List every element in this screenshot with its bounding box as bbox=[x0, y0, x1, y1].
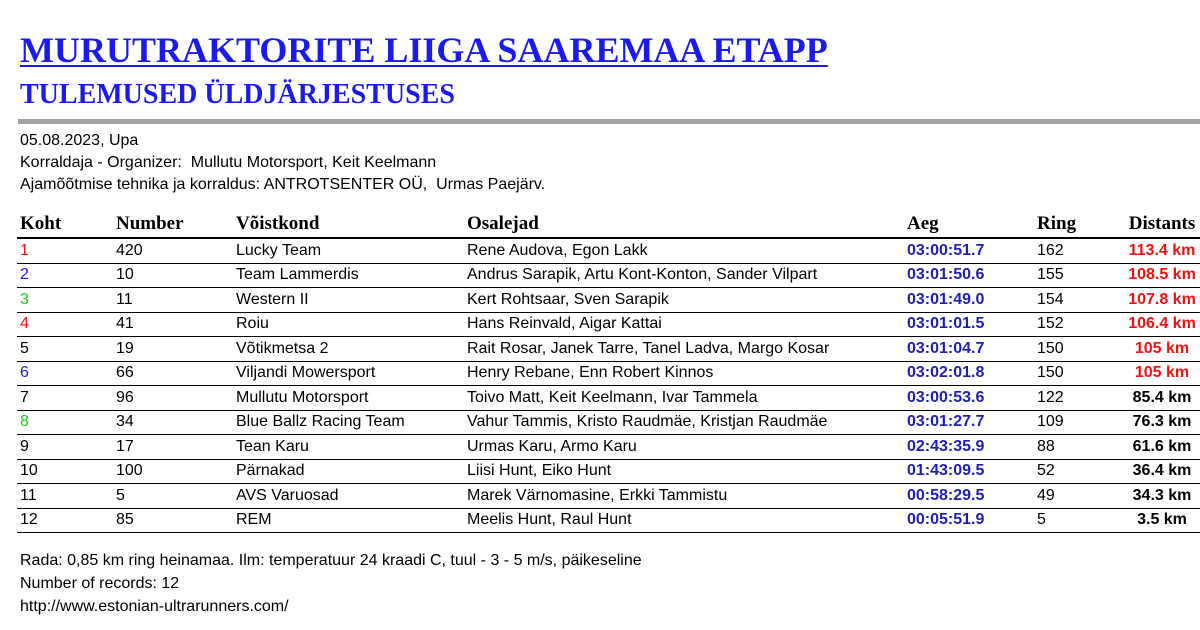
row-distance: 107.8 km bbox=[1121, 288, 1200, 313]
footer bbox=[20, 549, 642, 618]
row-distance: 113.4 km bbox=[1121, 238, 1200, 263]
table-row bbox=[17, 435, 1200, 460]
table-row bbox=[17, 459, 1200, 484]
row-members: Liisi Hunt, Eiko Hunt bbox=[464, 459, 904, 484]
row-number: 41 bbox=[113, 312, 233, 337]
row-laps: 52 bbox=[1034, 459, 1121, 484]
row-members: Rene Audova, Egon Lakk bbox=[464, 238, 904, 263]
row-number: 17 bbox=[113, 435, 233, 460]
row-laps: 155 bbox=[1034, 263, 1121, 288]
row-distance: 105 km bbox=[1121, 337, 1200, 362]
event-organizer: Korraldaja - Organizer: Mullutu Motorsport, Keit Keelmann bbox=[20, 154, 437, 171]
row-time: 03:01:27.7 bbox=[904, 410, 1034, 435]
row-time: 03:00:53.6 bbox=[904, 386, 1034, 411]
row-laps: 150 bbox=[1034, 361, 1121, 386]
row-number: 420 bbox=[113, 238, 233, 263]
row-number: 66 bbox=[113, 361, 233, 386]
row-distance: 106.4 km bbox=[1121, 312, 1200, 337]
row-team: Western II bbox=[233, 288, 464, 313]
row-number: 34 bbox=[113, 410, 233, 435]
row-distance: 3.5 km bbox=[1121, 508, 1200, 533]
header-divider bbox=[18, 119, 1200, 124]
row-team: Pärnakad bbox=[233, 459, 464, 484]
track-info: Rada: 0,85 km ring heinamaa. Ilm: temperatuur 24 kraadi C, tuul - 3 - 5 m/s, päikeseline bbox=[20, 552, 642, 569]
row-place: 2 bbox=[17, 263, 113, 288]
row-number: 5 bbox=[113, 484, 233, 509]
row-distance: 61.6 km bbox=[1121, 435, 1200, 460]
column-header-place: Koht bbox=[17, 211, 113, 238]
row-distance: 108.5 km bbox=[1121, 263, 1200, 288]
row-laps: 150 bbox=[1034, 337, 1121, 362]
row-laps: 122 bbox=[1034, 386, 1121, 411]
row-place: 3 bbox=[17, 288, 113, 313]
table-row bbox=[17, 263, 1200, 288]
row-team: Roiu bbox=[233, 312, 464, 337]
row-time: 03:00:51.7 bbox=[904, 238, 1034, 263]
row-place: 12 bbox=[17, 508, 113, 533]
row-team: Mullutu Motorsport bbox=[233, 386, 464, 411]
page-subtitle: TULEMUSED ÜLDJÄRJESTUSES bbox=[20, 79, 455, 110]
table-row bbox=[17, 238, 1200, 263]
row-laps: 109 bbox=[1034, 410, 1121, 435]
row-team: REM bbox=[233, 508, 464, 533]
row-time: 02:43:35.9 bbox=[904, 435, 1034, 460]
page-title[interactable]: MURUTRAKTORITE LIIGA SAAREMAA ETAPP bbox=[20, 30, 828, 70]
row-time: 03:01:04.7 bbox=[904, 337, 1034, 362]
row-members: Rait Rosar, Janek Tarre, Tanel Ladva, Margo Kosar bbox=[464, 337, 904, 362]
row-time: 03:01:01.5 bbox=[904, 312, 1034, 337]
row-laps: 5 bbox=[1034, 508, 1121, 533]
row-number: 10 bbox=[113, 263, 233, 288]
table-row bbox=[17, 361, 1200, 386]
row-laps: 154 bbox=[1034, 288, 1121, 313]
row-distance: 36.4 km bbox=[1121, 459, 1200, 484]
table-row bbox=[17, 337, 1200, 362]
column-header-number: Number bbox=[113, 211, 233, 238]
column-header-time: Aeg bbox=[904, 211, 1034, 238]
row-laps: 162 bbox=[1034, 238, 1121, 263]
row-members: Urmas Karu, Armo Karu bbox=[464, 435, 904, 460]
row-number: 19 bbox=[113, 337, 233, 362]
row-place: 10 bbox=[17, 459, 113, 484]
row-team: AVS Varuosad bbox=[233, 484, 464, 509]
source-url: http://www.estonian-ultrarunners.com/ bbox=[20, 598, 289, 615]
column-header-laps: Ring bbox=[1034, 211, 1121, 238]
row-place: 5 bbox=[17, 337, 113, 362]
table-row bbox=[17, 484, 1200, 509]
row-place: 4 bbox=[17, 312, 113, 337]
row-team: Team Lammerdis bbox=[233, 263, 464, 288]
row-distance: 34.3 km bbox=[1121, 484, 1200, 509]
row-members: Vahur Tammis, Kristo Raudmäe, Kristjan Raudmäe bbox=[464, 410, 904, 435]
row-team: Võtikmetsa 2 bbox=[233, 337, 464, 362]
table-row bbox=[17, 288, 1200, 313]
column-header-members: Osalejad bbox=[464, 211, 904, 238]
column-header-distance: Distants bbox=[1121, 211, 1200, 238]
row-members: Kert Rohtsaar, Sven Sarapik bbox=[464, 288, 904, 313]
row-time: 03:01:49.0 bbox=[904, 288, 1034, 313]
table-row bbox=[17, 312, 1200, 337]
table-row bbox=[17, 508, 1200, 533]
row-number: 96 bbox=[113, 386, 233, 411]
row-place: 1 bbox=[17, 238, 113, 263]
row-number: 11 bbox=[113, 288, 233, 313]
row-time: 03:02:01.8 bbox=[904, 361, 1034, 386]
row-distance: 105 km bbox=[1121, 361, 1200, 386]
row-members: Andrus Sarapik, Artu Kont-Konton, Sander Vilpart bbox=[464, 263, 904, 288]
row-place: 7 bbox=[17, 386, 113, 411]
event-info bbox=[20, 130, 545, 196]
row-laps: 49 bbox=[1034, 484, 1121, 509]
table-row bbox=[17, 410, 1200, 435]
row-team: Blue Ballz Racing Team bbox=[233, 410, 464, 435]
record-count: Number of records: 12 bbox=[20, 575, 180, 592]
row-place: 6 bbox=[17, 361, 113, 386]
row-team: Lucky Team bbox=[233, 238, 464, 263]
row-time: 03:01:50.6 bbox=[904, 263, 1034, 288]
event-timing: Ajamõõtmise tehnika ja korraldus: ANTROTSENTER OÜ, Urmas Paejärv. bbox=[20, 176, 546, 193]
results-body bbox=[17, 238, 1200, 533]
row-team: Tean Karu bbox=[233, 435, 464, 460]
row-members: Meelis Hunt, Raul Hunt bbox=[464, 508, 904, 533]
table-header-row bbox=[17, 211, 1200, 238]
row-time: 00:05:51.9 bbox=[904, 508, 1034, 533]
row-number: 100 bbox=[113, 459, 233, 484]
row-distance: 85.4 km bbox=[1121, 386, 1200, 411]
row-place: 8 bbox=[17, 410, 113, 435]
row-members: Hans Reinvald, Aigar Kattai bbox=[464, 312, 904, 337]
row-laps: 88 bbox=[1034, 435, 1121, 460]
row-number: 85 bbox=[113, 508, 233, 533]
results-table bbox=[17, 211, 1200, 533]
row-team: Viljandi Mowersport bbox=[233, 361, 464, 386]
row-time: 01:43:09.5 bbox=[904, 459, 1034, 484]
table-row bbox=[17, 386, 1200, 411]
row-time: 00:58:29.5 bbox=[904, 484, 1034, 509]
row-laps: 152 bbox=[1034, 312, 1121, 337]
row-members: Marek Värnomasine, Erkki Tammistu bbox=[464, 484, 904, 509]
row-place: 9 bbox=[17, 435, 113, 460]
event-date-place: 05.08.2023, Upa bbox=[20, 132, 139, 149]
column-header-team: Võistkond bbox=[233, 211, 464, 238]
row-place: 11 bbox=[17, 484, 113, 509]
row-members: Henry Rebane, Enn Robert Kinnos bbox=[464, 361, 904, 386]
row-distance: 76.3 km bbox=[1121, 410, 1200, 435]
row-members: Toivo Matt, Keit Keelmann, Ivar Tammela bbox=[464, 386, 904, 411]
